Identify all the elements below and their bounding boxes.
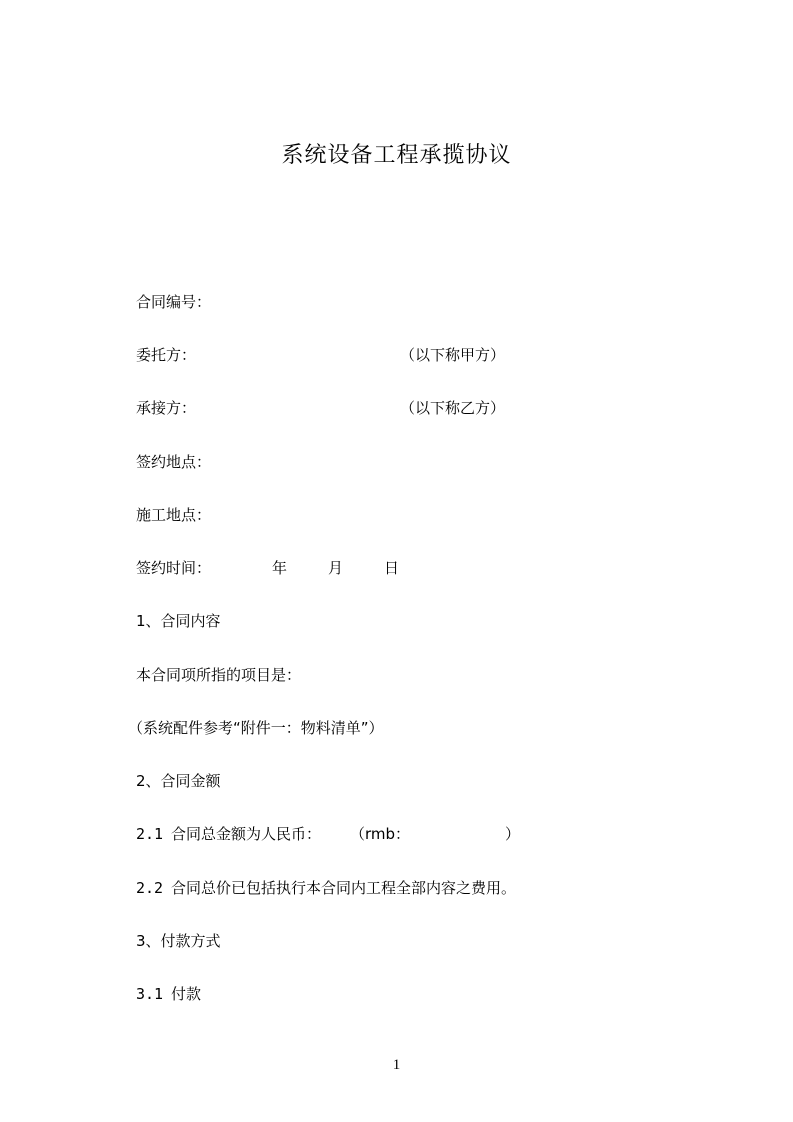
sign-time-day: 日 <box>384 559 400 577</box>
section-2-1-number: 2.1 <box>136 825 164 843</box>
contractor-suffix: （以下称乙方） <box>400 399 506 417</box>
sign-time-month: 月 <box>328 559 344 577</box>
site-place-label: 施工地点： <box>136 506 212 524</box>
page-number: 1 <box>392 1057 401 1073</box>
section-1-text: 本合同项所指的项目是： <box>136 666 302 684</box>
sign-time-label: 签约时间： <box>136 559 212 577</box>
section-2-1-rmb-open: （rmb： <box>350 825 411 843</box>
section-3-heading: 3、付款方式 <box>136 932 221 950</box>
section-3-1-text: 付款 <box>171 985 202 1003</box>
section-1-heading: 1、合同内容 <box>136 612 221 630</box>
client-label: 委托方： <box>136 346 197 364</box>
contractor-label: 承接方： <box>136 399 197 417</box>
sign-time-year: 年 <box>272 559 288 577</box>
section-2-1-rmb-close: ） <box>505 825 521 843</box>
section-2-2-text: 合同总价已包括执行本合同内工程全部内容之费用。 <box>171 879 517 897</box>
document-title: 系统设备工程承揽协议 <box>281 143 512 168</box>
section-3-1-number: 3.1 <box>136 985 164 1003</box>
section-2-1-text: 合同总金额为人民币： <box>171 825 322 843</box>
section-2-heading: 2、合同金额 <box>136 772 221 790</box>
contract-number-label: 合同编号： <box>136 293 212 311</box>
section-2-2-number: 2.2 <box>136 879 164 897</box>
section-1-note: （系统配件参考“附件一：物料清单”） <box>128 719 384 737</box>
client-suffix: （以下称甲方） <box>400 346 506 364</box>
sign-place-label: 签约地点： <box>136 453 212 471</box>
